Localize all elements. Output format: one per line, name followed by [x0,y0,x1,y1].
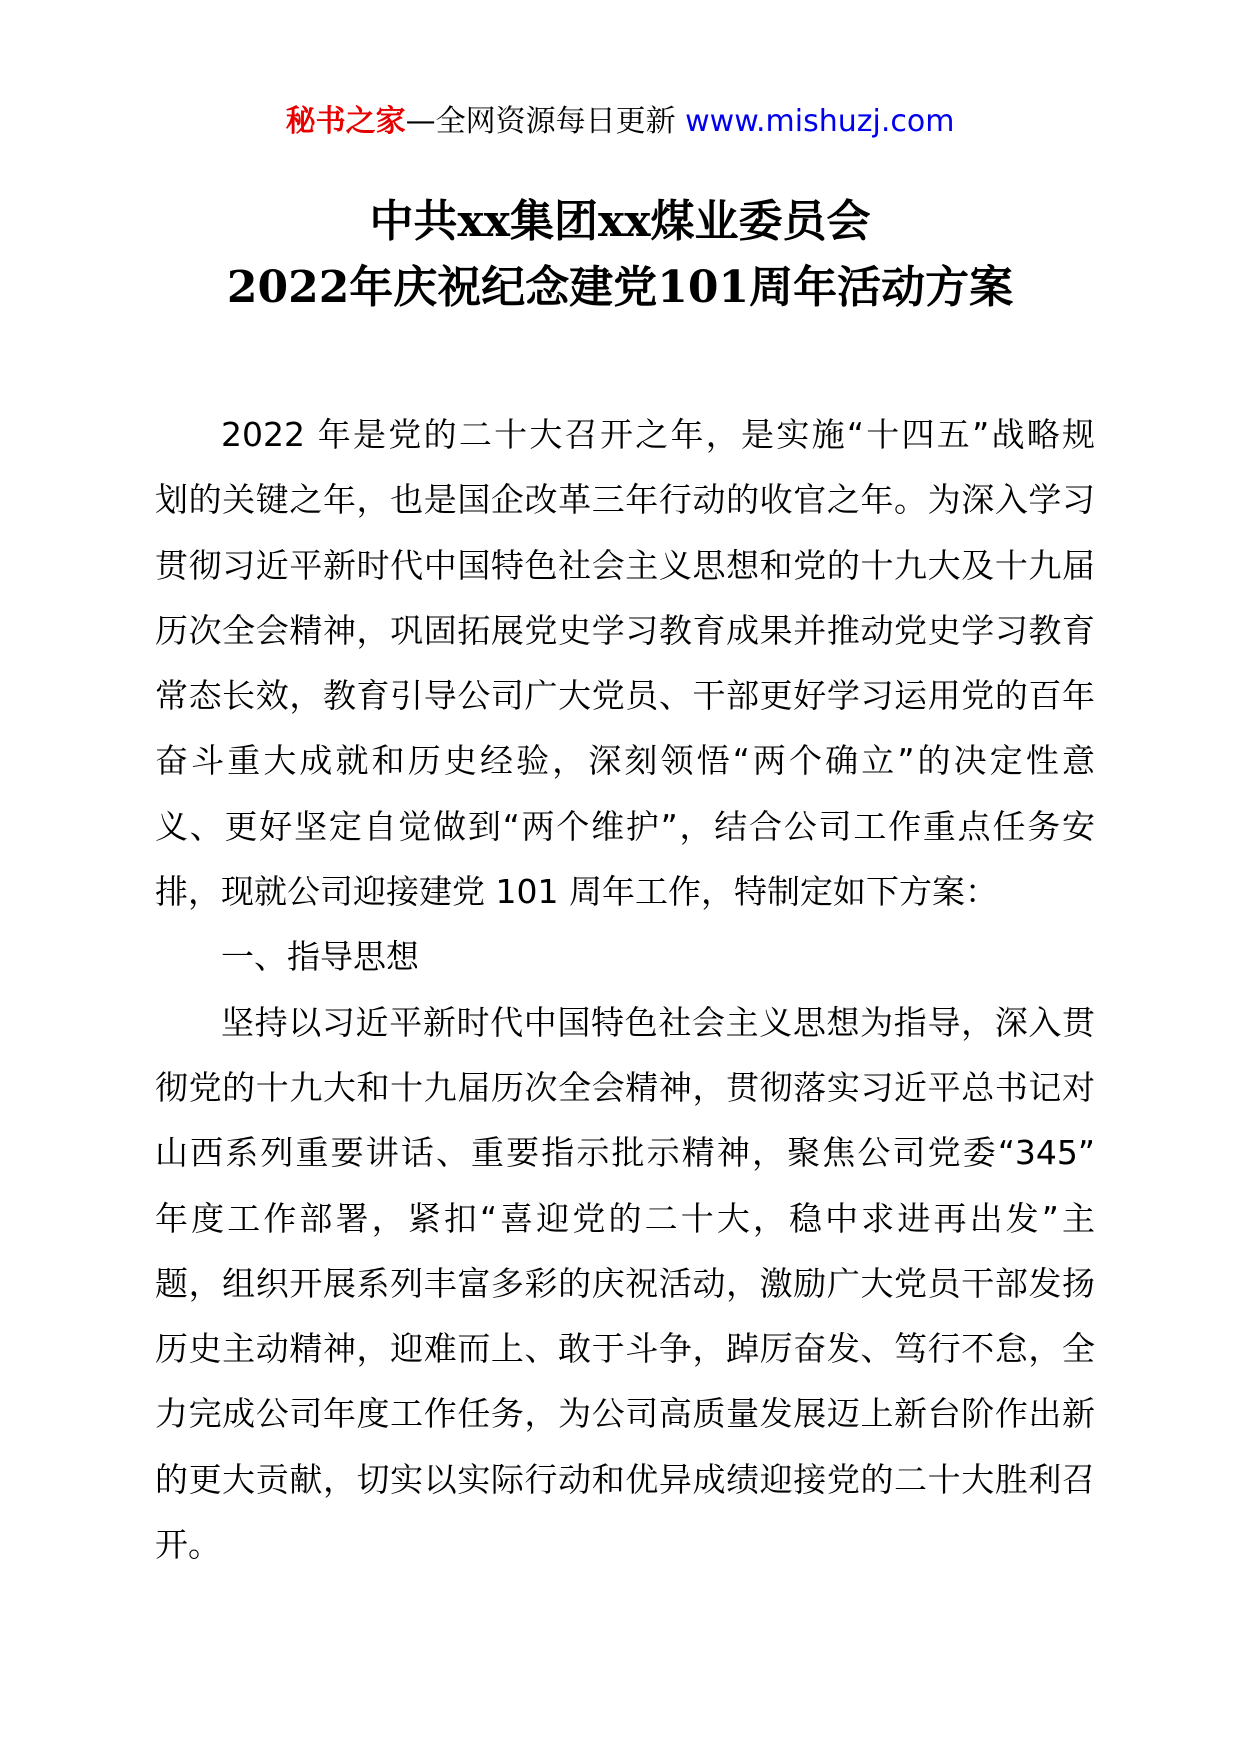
body-line: 年度工作部署，紧扣“喜迎党的二十大，稳中求进再出发”主 [155,1198,1095,1238]
body-line: 历次全会精神，巩固拓展党史学习教育成果并推动党史学习教育 [155,610,1095,650]
body-line: 2022 年是党的二十大召开之年，是实施“十四五”战略规 [221,415,1095,454]
body-line: 坚持以习近平新时代中国特色社会主义思想为指导，深入贯 [221,1002,1095,1042]
document-body [155,402,1095,1577]
body-line: 义、更好坚定自觉做到“两个维护”，结合公司工作重点任务安 [155,806,1095,846]
body-line: 贯彻习近平新时代中国特色社会主义思想和党的十九大及十九届 [155,545,1095,585]
body-line: 开。 [155,1525,221,1565]
body-line: 彻党的十九大和十九届历次全会精神，贯彻落实习近平总书记对 [155,1067,1095,1107]
body-line: 常态长效，教育引导公司广大党员、干部更好学习运用党的百年 [155,676,1095,716]
site-url-link[interactable]: www.mishuzj.com [685,104,955,139]
site-brand: 秘书之家 [285,104,406,139]
body-line: 山西系列重要讲话、重要指示批示精神，聚焦公司党委“345” [155,1133,1095,1173]
body-line: 历史主动精神，迎难而上、敢于斗争，踔厉奋发、笃行不怠，全 [155,1329,1095,1369]
body-line: 划的关键之年，也是国企改革三年行动的收官之年。为深入学习 [155,480,1095,520]
document-title-line-2: 2022年庆祝纪念建党101周年活动方案 [226,262,1014,313]
body-line: 的更大贡献，切实以实际行动和优异成绩迎接党的二十大胜利召 [155,1459,1095,1499]
body-line: 题，组织开展系列丰富多彩的庆祝活动，激励广大党员干部发扬 [155,1263,1095,1303]
site-header [0,100,1240,144]
document-title-line-1: 中共xx集团xx煤业委员会 [369,196,871,247]
body-line: 排，现就公司迎接建党 101 周年工作，特制定如下方案： [155,872,998,912]
site-slogan: —全网资源每日更新 [405,104,686,139]
section-heading: 一、指导思想 [221,937,419,977]
body-line: 奋斗重大成就和历史经验，深刻领悟“两个确立”的决定性意 [155,741,1095,781]
body-line: 力完成公司年度工作任务，为公司高质量发展迈上新台阶作出新 [155,1394,1095,1434]
